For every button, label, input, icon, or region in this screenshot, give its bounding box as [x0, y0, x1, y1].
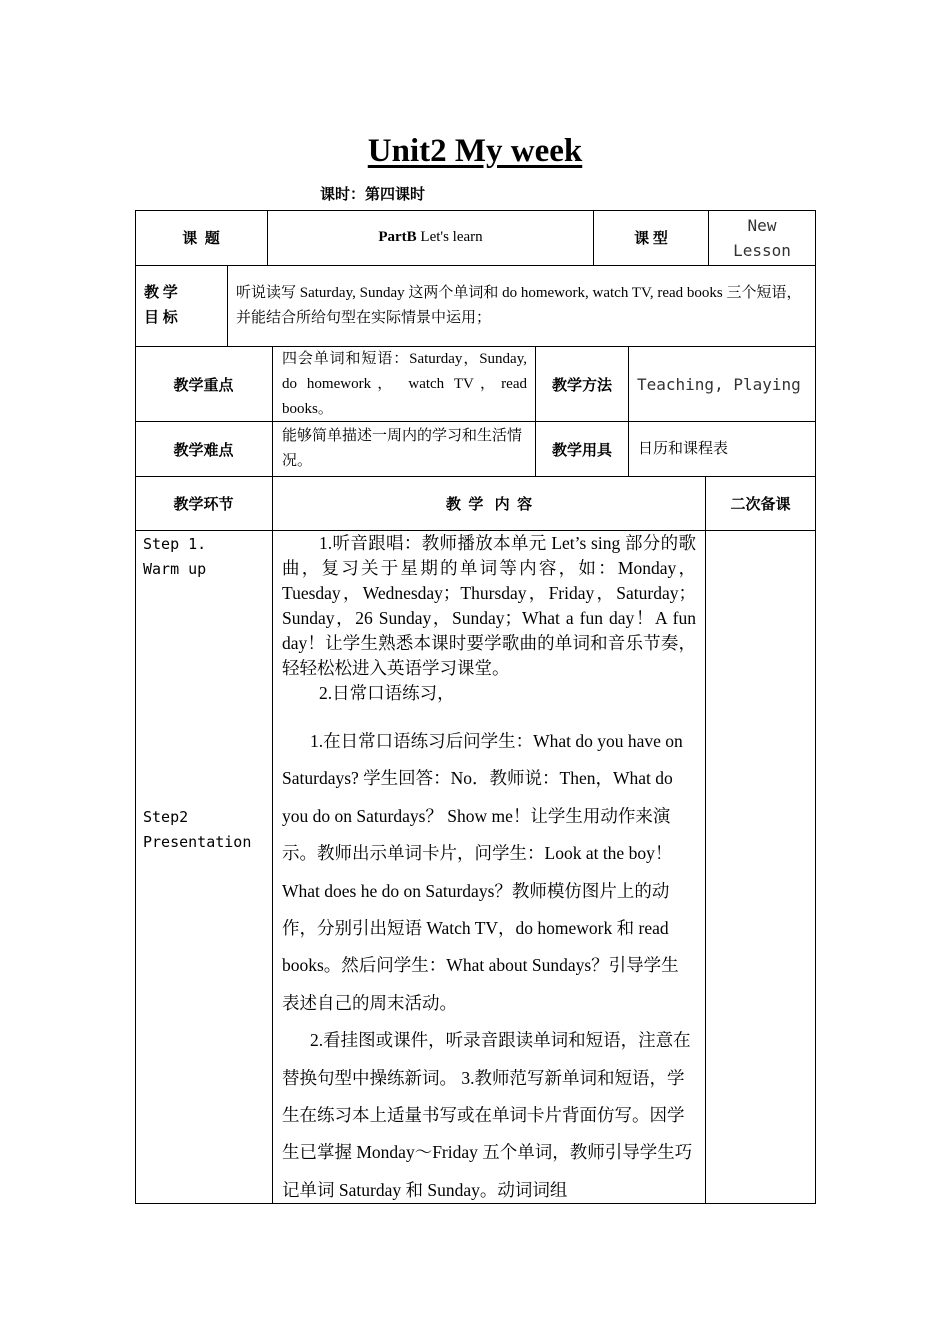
objectives-label-line1: 教 学 [144, 285, 178, 301]
topic-title: Let's learn [416, 229, 483, 245]
second-prep-cell [706, 531, 816, 1204]
content-header: 教 学 内 容 [445, 497, 533, 513]
second-prep-header: 二次备课 [730, 497, 791, 513]
difficulty-label-cell [135, 422, 273, 477]
tools-value: 日历和课程表 [638, 440, 729, 457]
objectives-text: 听说读写 Saturday, Sunday 这两个单词和 do homework, watch TV, read books 三个短语，并能结合所给句型在实际情景中运用； [236, 285, 802, 326]
tools-label: 教学用具 [551, 442, 612, 459]
warmup-paragraph-2: 2.日常口语练习， [319, 683, 455, 703]
content-header-cell [273, 477, 706, 531]
method-label-cell [536, 347, 629, 422]
difficulty-value-cell [273, 422, 536, 477]
lesson-type-label: 课 型 [634, 231, 668, 247]
objectives-value-cell [228, 266, 816, 347]
lesson-type-value-cell [709, 210, 816, 266]
step1-line2: Warm up [143, 560, 207, 578]
step2-label [143, 805, 251, 855]
stage-header: 教学环节 [173, 497, 234, 513]
objectives-label-line2: 目 标 [144, 310, 178, 326]
presentation-paragraph-2: 2.看挂图或课件，听录音跟读单词和短语，注意在替换句型中操练新词。 3.教师范写新单词和短语，学生在练习本上适量书写或在单词卡片背面仿写。因学生已掌握 Monday～Friday 五个单词，教师引导学生巧记单词 Saturday 和 Sunday。动词词组 [282, 1030, 693, 1200]
difficulty-text: 能够简单描述一周内的学习和生活情况。 [282, 428, 523, 469]
step2-line2: Presentation [143, 833, 252, 851]
lesson-period: 课时：第四课时 [320, 187, 426, 203]
difficulty-label: 教学难点 [173, 442, 234, 459]
method-value: Teaching, Playing [637, 374, 801, 394]
stage-header-cell [135, 477, 273, 531]
topic-part: PartB [378, 229, 417, 245]
topic-value-cell [268, 210, 594, 266]
steps-cell [135, 531, 273, 1204]
key-points-value-cell [273, 347, 536, 422]
tools-value-cell [629, 422, 816, 477]
step2-line1: Step2 [143, 808, 189, 826]
tools-label-cell [536, 422, 629, 477]
lesson-type-label-cell [594, 210, 709, 266]
topic-label-cell [135, 210, 268, 266]
teaching-content-cell [273, 531, 706, 1204]
method-value-cell [629, 347, 816, 422]
second-prep-header-cell [706, 477, 816, 531]
key-points-label: 教学重点 [173, 377, 234, 394]
lesson-type-line1: New [747, 215, 777, 235]
topic-label: 课 题 [182, 231, 220, 247]
warmup-paragraph-1: 1.听音跟唱：教师播放本单元 Let’s sing 部分的歌曲，复习关于星期的单词等内容，如：Monday，Tuesday，Wednesday；Thursday，Friday，Saturday；Sunday，26 Sunday，Sunday；What a fun day！A fun day！让学生熟悉本课时要学歌曲的单词和音乐节奏，轻轻松松进入英语学习课堂。 [282, 533, 696, 678]
page-title: Unit2 My week [367, 133, 583, 169]
step1-label [143, 532, 206, 582]
method-label: 教学方法 [551, 377, 612, 394]
key-points-label-cell [135, 347, 273, 422]
lesson-type-line2: Lesson [733, 240, 791, 260]
step1-line1: Step 1. [143, 535, 207, 553]
presentation-paragraph-1: 1.在日常口语练习后问学生：What do you have on Saturdays? 学生回答：No．教师说：Then，What do you do on Saturdays？ Show me！让学生用动作来演示。教师出示单词卡片，问学生：Look at the boy！What does he do on Saturdays？教师模仿图片上的动作，分别引出短语 Watch TV，do homework 和 read books。然后问学生：What about Sundays？引导学生表述自己的周末活动。 [282, 731, 683, 1013]
objectives-label-cell [135, 266, 228, 347]
key-points-text: 四会单词和短语：Saturday，Sunday, do homework， watch TV，read books。 [282, 350, 527, 417]
